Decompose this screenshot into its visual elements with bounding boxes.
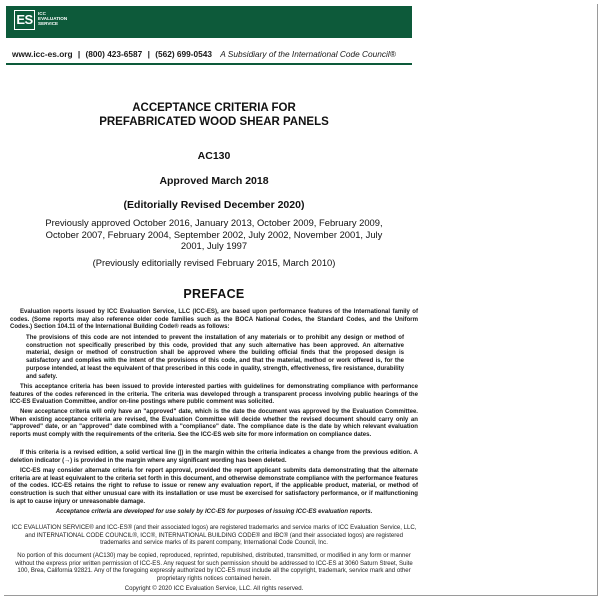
criteria-number: AC130 — [197, 150, 231, 162]
reproduction-notice: No portion of this document (AC130) may be copied, reproduced, reprinted, republished, distributed, transmitted, or modified in any form or manner without the express prior written permission of ICC-ES. Any request for such permission should be addressed to ICC-ES at 3060 Saturn Street, Suite 100, Brea, California 92821. Any of the foregoing expressly authorized by ICC-ES must include all the copyright, trademark, service mark and other proprietary rights notices contained herein. — [15, 553, 413, 583]
phone-secondary: (562) 699-0543 — [155, 49, 212, 59]
preface-paragraph-4: If this criteria is a revised edition, a solid vertical line (|) in the margin within the criteria indicates a change from the previous edition. A deletion indicator (→) is provided in the margin where any significant wording has been deleted. — [10, 450, 418, 464]
previous-revisions: (Previously editorially revised February 2015, March 2010) — [92, 257, 336, 268]
approval-date: Approved March 2018 — [159, 175, 269, 187]
preface-paragraph-1: Evaluation reports issued by ICC Evaluation Service, LLC (ICC-ES), are based upon performance features of the International family of codes. (Some reports may also reference older code families such as the BOCA National Codes, the Standard Codes, and the Uniform Codes.) Section 104.11 of the International Building Code® reads as follows: — [10, 309, 418, 331]
website-link[interactable]: www.icc-es.org — [12, 49, 73, 59]
preface-heading: PREFACE — [183, 287, 245, 301]
logo-wordmark: ICC EVALUATION SERVICE — [38, 11, 68, 26]
ibc-quote: The provisions of this code are not intended to prevent the installation of any materials or to prohibit any design or method of construction not specifically prescribed by this code, provided that any such alternative has been approved. An alternative material, design or method of construction shall be approved where the building official finds that the proposed design is satisfactory and complies with the intent of the provisions of this code, and that the material, method or work offered is, for the purpose intended, at least the equivalent of that prescribed in this code in quality, strength, effectiveness, fire resistance, durability and safety. — [26, 335, 404, 380]
document-title: ACCEPTANCE CRITERIA FOR PREFABRICATED WOOD SHEAR PANELS — [99, 102, 329, 128]
document-page — [4, 4, 598, 596]
icc-es-logo: ES — [14, 10, 35, 30]
subsidiary-note: A Subsidiary of the International Code Council® — [220, 49, 396, 59]
preface-paragraph-2: This acceptance criteria has been issued to provide interested parties with guidelines for demonstrating compliance with performance features of the codes referenced in the criteria. The criteria was developed through a transparent process involving public hearings of the ICC-ES Evaluation Committee, and/or on-line postings where public comment was solicited. — [10, 384, 418, 406]
phone-primary: (800) 423-6587 — [85, 49, 143, 59]
trademark-notice: ICC EVALUATION SERVICE® and ICC-ES® (and their associated logos) are registered trademarks and service marks of ICC Evaluation Service, LLC, and INTERNATIONAL CODE COUNCIL®, ICC®, INTERNATIONAL BUILDING CODE® and IBC® (and their associated logos) are registered trademarks and service marks of its parent company, International Code Council, Inc. — [11, 525, 417, 547]
contact-line: www.icc-es.org | (800) 423-6587 | (562) 699-0543 A Subsidiary of the International Code Council® — [12, 49, 396, 59]
header-band — [6, 6, 412, 38]
previous-approvals: Previously approved October 2016, January 2013, October 2009, February 2009, October 2007, February 2004, September 2002, July 2002, November 2001, July 2001, July 1997 — [45, 217, 383, 251]
usage-note: Acceptance criteria are developed for use solely by ICC-ES for purposes of issuing ICC-ES evaluation reports. — [55, 509, 373, 515]
copyright-line: Copyright © 2020 ICC Evaluation Service, LLC. All rights reserved. — [124, 586, 304, 592]
header-divider — [6, 63, 412, 65]
revision-date: (Editorially Revised December 2020) — [123, 199, 305, 211]
preface-paragraph-3: New acceptance criteria will only have an "approved" date, which is the date the document was approved by the Evaluation Committee. When existing acceptance criteria are revised, the Evaluation Committee will decide whether the revised document should carry only an "approved" date, or an "approved" date combined with a "compliance" date. The compliance date is the date by which relevant evaluation reports must comply with the requirements of the criteria. See the ICC-ES web site for more information on compliance dates. — [10, 409, 418, 439]
preface-paragraph-5: ICC-ES may consider alternate criteria for report approval, provided the report applicant submits data demonstrating that the alternate criteria are at least equivalent to the criteria set forth in this document, and otherwise demonstrate compliance with the performance features of the codes. ICC-ES retains the right to refuse to issue or renew any evaluation report, if the applicable product, material, or method of construction is such that either unusual care with its installation or use must be exercised for satisfactory performance, or if malfunctioning is apt to cause injury or unreasonable damage. — [10, 468, 418, 505]
